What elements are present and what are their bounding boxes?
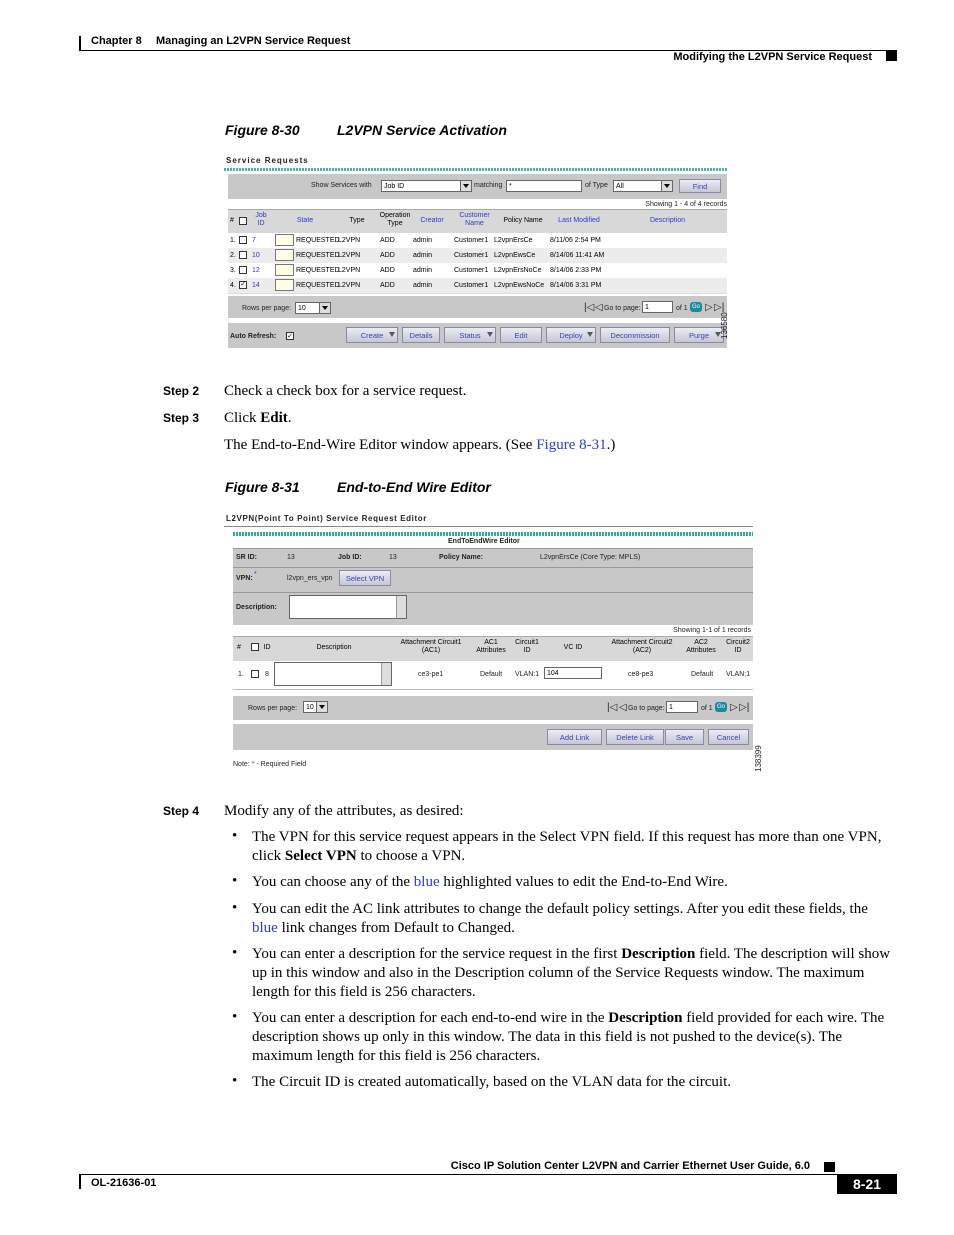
- col-vc-id: VC ID: [563, 644, 583, 651]
- bullet-text-part: Description: [621, 946, 696, 962]
- row-state: REQUESTED: [296, 282, 340, 289]
- edit-button[interactable]: Edit: [500, 327, 542, 343]
- row-creator: admin: [413, 237, 433, 244]
- auto-refresh-checkbox[interactable]: ✓: [287, 332, 293, 340]
- type-select[interactable]: All: [613, 180, 673, 192]
- step2-text: Check a check box for a service request.: [224, 383, 467, 399]
- row-creator: admin: [413, 282, 433, 289]
- vc-id-input[interactable]: 104: [544, 667, 602, 679]
- row-operation-type: ADD: [380, 267, 395, 274]
- goto-page-input[interactable]: 1: [666, 701, 698, 713]
- figure31-showing: Showing 1-1 of 1 records: [673, 627, 751, 634]
- create-button[interactable]: Create: [346, 327, 398, 343]
- bullet-marker: •: [232, 945, 238, 961]
- row-type: L2VPN: [338, 267, 361, 274]
- bullet-text: [252, 900, 897, 938]
- figure30-panel-title: Service Requests: [226, 156, 309, 165]
- ac1-attributes-link[interactable]: Default: [480, 671, 503, 678]
- col-ac2: Attachment Circuit2 (AC2): [611, 639, 673, 654]
- step4-text: Modify any of the attributes, as desired:: [224, 803, 464, 819]
- footer-block: [824, 1162, 835, 1172]
- state-indicator: [275, 234, 294, 246]
- row-type: L2VPN: [338, 282, 361, 289]
- goto-page-input[interactable]: 1: [642, 301, 673, 313]
- description-label: Description:: [236, 604, 277, 611]
- figure31-side-id: 138399: [754, 745, 763, 772]
- sr-info-bar: [233, 548, 753, 567]
- footer-rule: [79, 1174, 897, 1175]
- select-all-checkbox[interactable]: [239, 217, 247, 225]
- required-field-note: Note: * - Required Field: [233, 761, 307, 768]
- row-operation-type: ADD: [380, 237, 395, 244]
- row-last-modified: 8/14/06 2:33 PM: [550, 267, 602, 274]
- col-policy-name: Policy Name: [503, 217, 543, 224]
- rows-per-page-select[interactable]: 10: [295, 302, 331, 314]
- bullet-text-part: Select VPN: [284, 848, 357, 864]
- col-customer-name[interactable]: Customer Name: [459, 212, 490, 227]
- state-indicator: [275, 249, 294, 261]
- job-id-link[interactable]: 7: [252, 237, 256, 244]
- bullet-text: [252, 1073, 897, 1092]
- col-ac1: Attachment Circuit1 (AC1): [400, 639, 462, 654]
- job-id-label: Job ID:: [338, 554, 362, 561]
- row-operation-type: ADD: [380, 282, 395, 289]
- footer-guide-title: Cisco IP Solution Center L2VPN and Carrier Ethernet User Guide, 6.0: [450, 1160, 810, 1172]
- save-button[interactable]: Save: [665, 729, 704, 745]
- goto-page-label: Go to page:: [604, 305, 641, 312]
- bullet-text-part: field. The description will show up in this window and also in the Description column of the Service Requests window. The maximum length for this field is 256 characters.: [252, 946, 891, 1000]
- col-state[interactable]: State: [296, 217, 314, 224]
- bullet-text: [252, 828, 897, 866]
- cancel-button[interactable]: Cancel: [708, 729, 749, 745]
- chevron-down-icon: [587, 332, 593, 337]
- row-operation-type: ADD: [380, 252, 395, 259]
- figure30-title: L2VPN Service Activation: [337, 122, 507, 138]
- rows-per-page-label: Rows per page:: [248, 705, 298, 712]
- step2-label: Step 2: [163, 384, 200, 398]
- footer-left-rule: [79, 1174, 81, 1189]
- chevron-down-icon: [460, 181, 471, 191]
- row-checkbox[interactable]: ✓: [240, 281, 246, 288]
- row-index: 2.: [230, 252, 236, 259]
- bullet-text-part: link changes from Default to Changed.: [277, 920, 515, 936]
- figure30-showing: Showing 1 - 4 of 4 records: [645, 201, 727, 208]
- row-creator: admin: [413, 267, 433, 274]
- row-customer: Customer1: [454, 252, 489, 259]
- bullet-marker: •: [232, 1009, 238, 1025]
- bullet-text-part: You can edit the AC link attributes to change the default policy settings. After you edit these fields, the: [252, 901, 868, 917]
- page-number: 8-21: [852, 1176, 882, 1192]
- row-state: REQUESTED: [296, 252, 340, 259]
- row-last-modified: 8/14/06 3:31 PM: [550, 282, 602, 289]
- col-last-modified[interactable]: Last Modified: [558, 217, 600, 224]
- row-creator: admin: [413, 252, 433, 259]
- details-button[interactable]: Details: [402, 327, 440, 343]
- job-id-link[interactable]: 14: [252, 282, 260, 289]
- col-id: ID: [263, 644, 271, 651]
- header-left-rule: [79, 36, 81, 50]
- figure30-number: Figure 8-30: [225, 122, 300, 138]
- col-creator[interactable]: Creator: [420, 217, 444, 224]
- ac1-link[interactable]: ce3-pe1: [418, 671, 444, 678]
- figure31-title-rule: [224, 526, 753, 527]
- bullet-text-part: You can enter a description for the service request in the first: [252, 946, 622, 962]
- go-button[interactable]: Go: [716, 704, 725, 710]
- select-all-checkbox[interactable]: [251, 643, 259, 651]
- prev-page-icon[interactable]: ◁: [595, 302, 603, 313]
- row-state: REQUESTED: [296, 267, 340, 274]
- table-row[interactable]: [228, 233, 727, 249]
- next-page-icon[interactable]: ▷: [730, 702, 738, 713]
- decommission-button[interactable]: Decommission: [600, 327, 670, 343]
- matching-input[interactable]: *: [506, 180, 582, 192]
- bullet-text-part: The VPN for this service request appears in the Select VPN field. If this request has more than one VPN, click: [252, 829, 882, 864]
- chevron-down-icon: [389, 332, 395, 337]
- table-row[interactable]: [228, 263, 727, 279]
- row-id: 8: [265, 671, 269, 678]
- job-id-link[interactable]: 10: [252, 252, 260, 259]
- row-last-modified: 8/11/06 2:54 PM: [550, 237, 601, 244]
- scrollbar[interactable]: [396, 596, 406, 618]
- col-circuit1-id: Circuit1 ID: [515, 639, 539, 654]
- blue-highlight-text: blue: [413, 874, 440, 890]
- status-button[interactable]: Status: [444, 327, 496, 343]
- sr-id-label: SR ID:: [236, 554, 257, 561]
- blue-highlight-text: blue: [252, 920, 278, 936]
- circuit1-id: VLAN:1: [515, 671, 540, 678]
- row-policy: L2vpnErsCe: [494, 237, 533, 244]
- bullet-text-part: highlighted values to edit the End-to-End Wire.: [439, 874, 728, 890]
- auto-refresh-label: Auto Refresh:: [230, 333, 277, 340]
- circuit2-id: VLAN:1: [726, 671, 751, 678]
- row-checkbox[interactable]: [239, 266, 247, 274]
- show-services-label: Show Services with: [311, 182, 372, 189]
- job-id-value: 13: [389, 554, 397, 561]
- header-chapter: Chapter 8: [91, 35, 142, 47]
- bullet-text: [252, 1009, 897, 1066]
- last-page-icon[interactable]: ▷|: [714, 302, 725, 313]
- find-button[interactable]: Find: [679, 179, 721, 193]
- last-page-icon[interactable]: ▷|: [739, 702, 750, 713]
- vpn-required-star: *: [254, 571, 257, 578]
- row-policy: L2vpnErsNoCe: [494, 267, 542, 274]
- prev-page-icon[interactable]: ◁: [619, 702, 627, 713]
- header-chapter-title: Managing an L2VPN Service Request: [156, 35, 351, 47]
- col-operation-type: Operation Type: [379, 212, 411, 227]
- policy-name-value: L2vpnErsCe (Core Type: MPLS): [540, 554, 641, 561]
- rows-per-page-select[interactable]: 10: [303, 701, 328, 713]
- chevron-down-icon: [661, 181, 672, 191]
- bullet-text-part: You can choose any of the: [252, 874, 414, 890]
- bullet-marker: •: [232, 900, 238, 916]
- row-policy: L2vpnEwsCe: [494, 252, 536, 259]
- description-textarea[interactable]: [289, 595, 407, 619]
- row-checkbox[interactable]: [239, 236, 247, 244]
- step3-note: The End-to-End-Wire Editor window appears. (See Figure 8-31.): [224, 437, 616, 453]
- job-id-link[interactable]: 12: [252, 267, 260, 274]
- footer-doc-number: OL-21636-01: [91, 1177, 157, 1189]
- next-page-icon[interactable]: ▷: [705, 302, 713, 313]
- figure31-title: End-to-End Wire Editor: [337, 479, 491, 495]
- show-services-select[interactable]: Job ID: [381, 180, 472, 192]
- col-description[interactable]: Description: [649, 217, 685, 224]
- bullet-text-part: field provided for each wire. The description shows up only in this window. The data in this field is not pushed to the device(s). The maximum length for this field is 256 characters.: [252, 1010, 885, 1064]
- sr-id-value: 13: [287, 554, 295, 561]
- chevron-down-icon: [487, 332, 493, 337]
- row-type: L2VPN: [338, 237, 361, 244]
- vpn-value: l2vpn_ers_vpn: [287, 575, 333, 582]
- step4-label: Step 4: [163, 804, 200, 818]
- row-description-textarea[interactable]: [274, 662, 392, 686]
- bullet-marker: •: [232, 828, 238, 844]
- deploy-button[interactable]: Deploy: [546, 327, 596, 343]
- figure30-screenshot: [224, 153, 727, 351]
- delete-link-button[interactable]: Delete Link: [606, 729, 664, 745]
- go-button[interactable]: Go: [691, 304, 700, 310]
- of-pages: of 1: [676, 305, 688, 312]
- row-customer: Customer1: [454, 267, 489, 274]
- row-index: 3.: [230, 267, 236, 274]
- col-description: Description: [316, 644, 352, 651]
- row-customer: Customer1: [454, 282, 489, 289]
- figure31-editor-rule: [233, 532, 753, 536]
- chevron-down-icon: [316, 702, 327, 712]
- of-pages: of 1: [701, 705, 713, 712]
- select-vpn-button[interactable]: Select VPN: [339, 570, 391, 586]
- rows-per-page-label: Rows per page:: [242, 305, 292, 312]
- figure31-screenshot: [224, 510, 763, 773]
- ac2-attributes-link[interactable]: Default: [691, 671, 714, 678]
- col-ac2-attributes: AC2 Attributes: [686, 639, 716, 654]
- col-ac1-attributes: AC1 Attributes: [476, 639, 506, 654]
- figure31-number: Figure 8-31: [225, 479, 300, 495]
- bullet-marker: •: [232, 1073, 238, 1089]
- table-row[interactable]: [228, 278, 727, 294]
- bullet-text-part: You can enter a description for each end-to-end wire in the: [252, 1010, 609, 1026]
- state-indicator: [275, 279, 294, 291]
- row-index: 1.: [238, 671, 244, 678]
- row-checkbox[interactable]: [251, 670, 259, 678]
- row-last-modified: 8/14/06 11:41 AM: [550, 252, 605, 259]
- scrollbar[interactable]: [381, 663, 391, 685]
- col-index: #: [230, 217, 234, 224]
- row-policy: L2vpnEwsNoCe: [494, 282, 545, 289]
- row-index: 4.: [230, 282, 236, 289]
- figure31-panel-title: L2VPN(Point To Point) Service Request Editor: [226, 514, 427, 523]
- first-page-icon[interactable]: |◁: [584, 302, 595, 313]
- state-indicator: [275, 264, 294, 276]
- row-state: REQUESTED: [296, 237, 340, 244]
- matching-label: matching: [474, 182, 503, 189]
- bullet-text: [252, 945, 897, 1002]
- figure30-side-id: 136580: [720, 312, 729, 339]
- col-job-id[interactable]: Job ID: [255, 212, 267, 227]
- policy-name-label: Policy Name:: [439, 554, 483, 561]
- of-type-label: of Type: [585, 182, 608, 189]
- add-link-button[interactable]: Add Link: [547, 729, 602, 745]
- first-page-icon[interactable]: |◁: [607, 702, 618, 713]
- figure31-sub-title: EndToEndWire Editor: [448, 538, 520, 545]
- figure31-link[interactable]: Figure 8-31: [536, 437, 607, 453]
- col-circuit2-id: Circuit2 ID: [726, 639, 750, 654]
- chevron-down-icon: [319, 303, 330, 313]
- figure30-title-rule: [224, 168, 727, 171]
- col-index: #: [237, 644, 241, 651]
- bullet-text: [252, 873, 897, 892]
- row-checkbox[interactable]: [239, 251, 247, 259]
- row-type: L2VPN: [338, 252, 361, 259]
- header-block: [886, 51, 897, 61]
- step3-label: Step 3: [163, 411, 200, 425]
- goto-page-label: Go to page:: [628, 705, 665, 712]
- purge-button[interactable]: Purge: [674, 327, 724, 343]
- bullet-text-part: Description: [608, 1010, 683, 1026]
- col-type: Type: [349, 217, 365, 224]
- row-index: 1.: [230, 237, 236, 244]
- step3-text: Click Edit.: [224, 410, 292, 426]
- ac2-link[interactable]: ce8-pe3: [628, 671, 654, 678]
- row-customer: Customer1: [454, 237, 489, 244]
- table-row[interactable]: [228, 248, 727, 264]
- bullet-text-part: to choose a VPN.: [356, 848, 466, 864]
- bullet-marker: •: [232, 873, 238, 889]
- bullet-text-part: The Circuit ID is created automatically, based on the VLAN data for the circuit.: [252, 1074, 731, 1090]
- header-section: Modifying the L2VPN Service Request: [673, 51, 872, 63]
- vpn-label: VPN:: [236, 575, 253, 582]
